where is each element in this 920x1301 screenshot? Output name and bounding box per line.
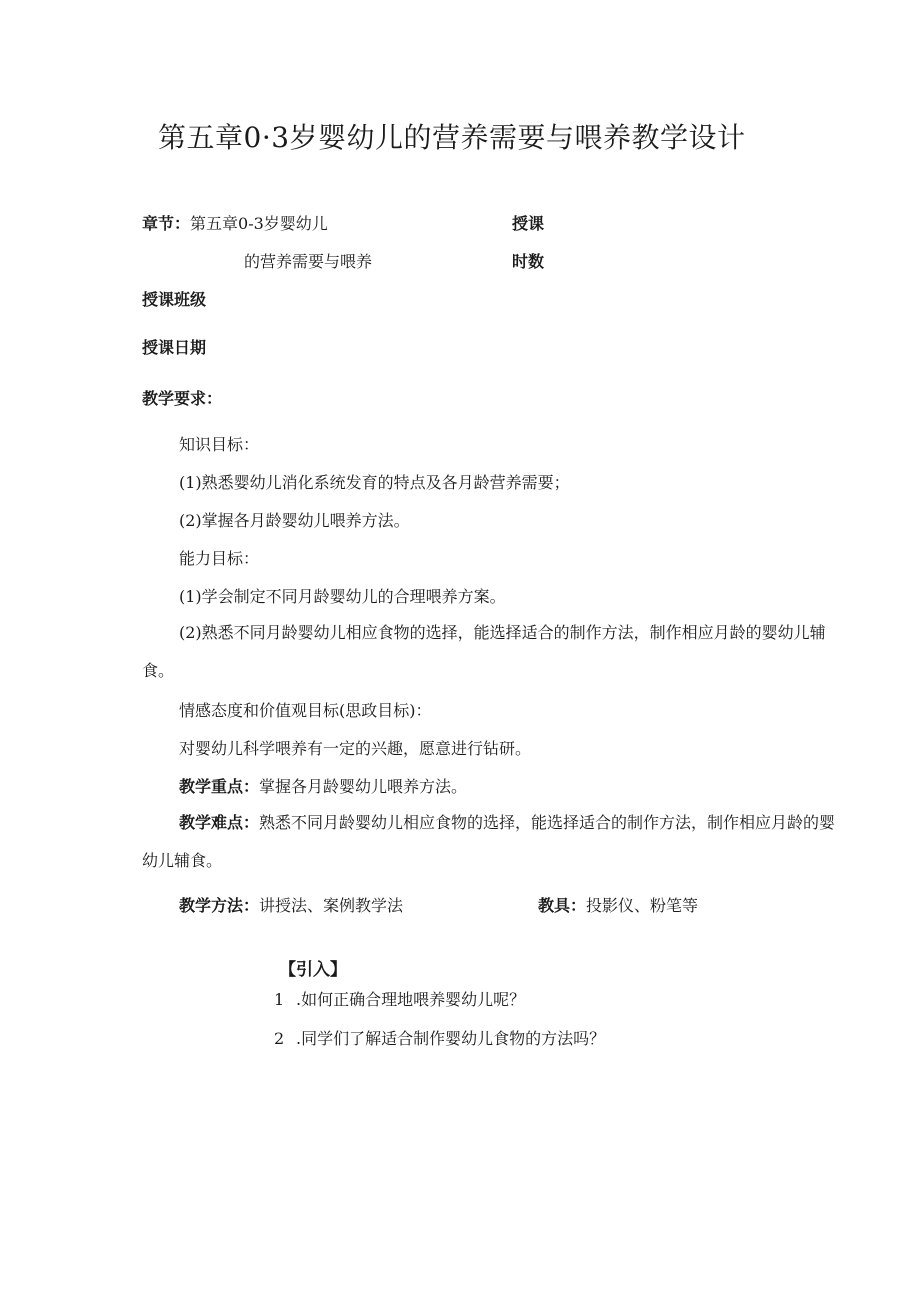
difficulty [142, 804, 847, 880]
intro-item-text: .同学们了解适合制作婴幼儿食物的方法吗？ [296, 1029, 606, 1048]
method-text: 讲授法、案例教学法 [259, 896, 404, 915]
intro-item-number: 2 [274, 1029, 285, 1048]
intro-heading: 【引入】 [279, 960, 347, 980]
intro-item-text: .如何正确合理地喂养婴幼儿呢？ [296, 990, 526, 1009]
intro-item [274, 987, 525, 1010]
key-point [179, 774, 467, 797]
chapter-row [142, 211, 328, 234]
ability-heading: 能力目标： [179, 549, 260, 568]
requirements-label: 教学要求： [142, 389, 223, 408]
emotion-heading: 情感态度和价值观目标(思政目标)： [179, 701, 432, 720]
tools [538, 893, 698, 916]
knowledge-item-2: (2)掌握各月龄婴幼儿喂养方法。 [179, 511, 410, 530]
tools-text: 投影仪、粉笔等 [586, 896, 699, 915]
difficulty-label: 教学难点： [179, 813, 260, 832]
method [179, 893, 403, 916]
class-label: 授课班级 [142, 290, 207, 309]
chapter-value-line2: 的营养需要与喂养 [244, 252, 373, 271]
page-title: 第五章0·3岁婴幼儿的营养需要与喂养教学设计 [158, 121, 746, 154]
knowledge-heading: 知识目标： [179, 435, 260, 454]
method-label: 教学方法： [179, 896, 260, 915]
hours-label-line2: 时数 [512, 252, 545, 271]
intro-item [274, 1026, 605, 1049]
key-point-text: 掌握各月龄婴幼儿喂养方法。 [259, 777, 468, 796]
knowledge-item-1: (1)熟悉婴幼儿消化系统发育的特点及各月龄营养需要； [179, 473, 570, 492]
tools-label: 教具： [538, 896, 587, 915]
ability-item-1: (1)学会制定不同月龄婴幼儿的合理喂养方案。 [179, 587, 506, 606]
ability-item-2: (2)熟悉不同月龄婴幼儿相应食物的选择，能选择适合的制作方法，制作相应月龄的婴幼儿辅食。 [142, 623, 826, 680]
emotion-text: 对婴幼儿科学喂养有一定的兴趣，愿意进行钻研。 [179, 739, 532, 758]
key-point-label: 教学重点： [179, 777, 260, 796]
intro-item-number: 1 [274, 990, 285, 1009]
difficulty-text: 熟悉不同月龄婴幼儿相应食物的选择，能选择适合的制作方法，制作相应月龄的婴幼儿辅食。 [142, 813, 836, 870]
chapter-value-line1: 第五章0-3岁婴幼儿 [190, 214, 328, 233]
date-label: 授课日期 [142, 338, 207, 357]
chapter-label: 章节： [142, 214, 191, 233]
hours-label-line1: 授课 [512, 214, 545, 233]
